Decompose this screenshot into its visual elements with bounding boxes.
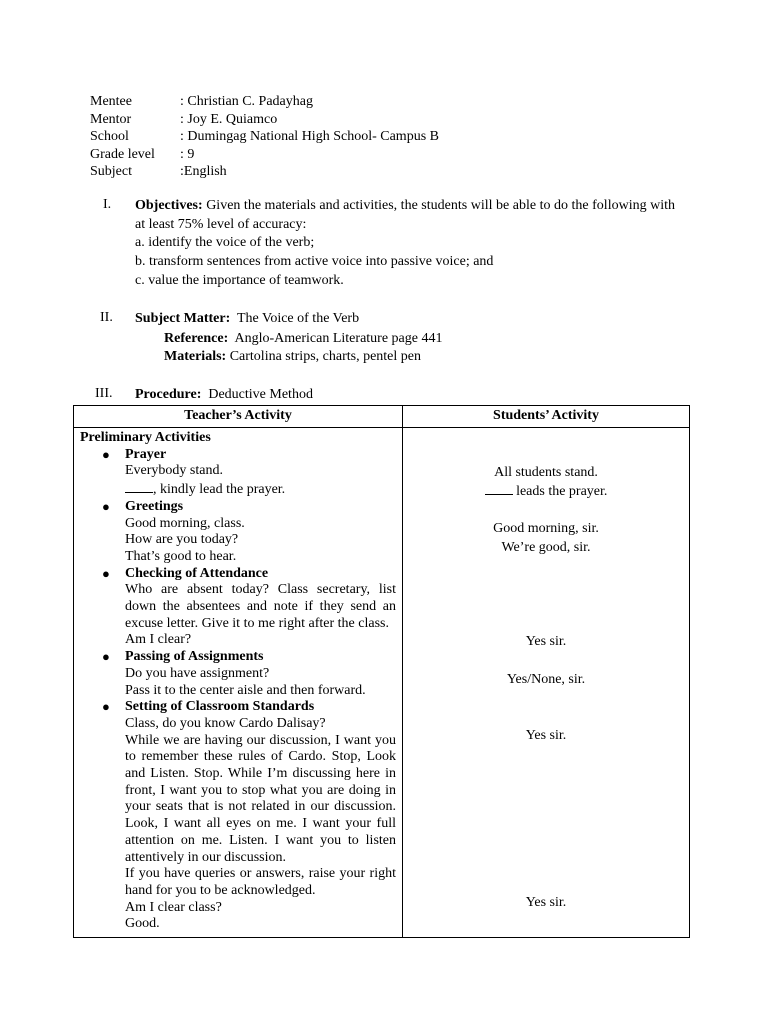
- grade-label: Grade level: [90, 146, 155, 162]
- bullet-icon: ●: [102, 565, 110, 581]
- greetings-line: Good morning, class.: [125, 515, 245, 531]
- attendance-question: Am I clear?: [125, 632, 192, 648]
- objective-item: c. value the importance of teamwork.: [135, 272, 344, 288]
- prayer-line: , kindly lead the prayer.: [153, 482, 286, 498]
- prayer-item: [80, 447, 396, 499]
- standards-text: While we are having our discussion, I want you to remember these rules of Cardo. Stop, Look and Listen. Stop. While I’m discussing here in front, I want you to stop what you are doing in your seats that is not related in our discussion. Look, I want all eyes on me. I want your full attention on me. Listen. I want you to listen attentively in our discussion.: [125, 732, 396, 865]
- student-response: Yes sir.: [525, 895, 567, 910]
- greetings-title: Greetings: [125, 498, 184, 514]
- subject-value: :English: [180, 164, 227, 180]
- prayer-title: Prayer: [125, 446, 167, 462]
- mentee-value: : Christian C. Padayhag: [180, 94, 313, 109]
- materials: [164, 348, 421, 367]
- assignments-title: Passing of Assignments: [125, 649, 264, 665]
- students-activity-header: Students’ Activity: [403, 406, 690, 428]
- standards-closing: Good.: [125, 916, 160, 932]
- procedure-label: Procedure:: [135, 387, 202, 402]
- lesson-header: [90, 93, 439, 181]
- standards-item: [80, 699, 396, 933]
- mentee-label: Mentee: [90, 94, 132, 109]
- materials-value: Cartolina strips, charts, pentel pen: [229, 349, 421, 364]
- subject-matter-label: Subject Matter:: [135, 311, 231, 326]
- school-label: School: [90, 129, 129, 145]
- mentor-value: : Joy E. Quiamco: [180, 111, 278, 127]
- name-blank: [125, 480, 153, 493]
- bullet-icon: ●: [102, 498, 110, 514]
- bullet-icon: ●: [102, 649, 110, 665]
- subject-matter-value: The Voice of the Verb: [237, 311, 360, 326]
- student-response: Yes sir.: [525, 634, 567, 649]
- materials-label: Materials:: [164, 349, 227, 364]
- greetings-item: [80, 499, 396, 566]
- procedure-value: Deductive Method: [208, 387, 313, 402]
- assignments-line: Do you have assignment?: [125, 665, 270, 681]
- assignments-line: Pass it to the center aisle and then forward.: [125, 682, 366, 698]
- standards-question: Class, do you know Cardo Dalisay?: [125, 715, 326, 731]
- objective-item: b. transform sentences from active voice into passive voice; and: [135, 254, 494, 270]
- student-response: We’re good, sir.: [501, 540, 591, 555]
- prayer-line: Everybody stand.: [125, 463, 223, 479]
- standards-closing: Am I clear class?: [125, 899, 222, 915]
- standards-text2: If you have queries or answers, raise your right hand for you to be acknowledged.: [125, 866, 396, 898]
- teacher-activity-header: Teacher’s Activity: [74, 406, 403, 428]
- mentor-label: Mentor: [90, 111, 132, 127]
- name-blank: [485, 482, 513, 495]
- bullet-icon: ●: [102, 446, 110, 462]
- objectives-label: Objectives:: [135, 198, 203, 213]
- attendance-text: Who are absent today? Class secretary, list down the absentees and note if they send an excuse letter. Give it to me right after the class.: [125, 582, 396, 631]
- grade-value: : 9: [180, 146, 195, 162]
- subject-matter-number: II.: [100, 310, 113, 325]
- student-response: Yes sir.: [525, 728, 567, 743]
- procedure-number: III.: [95, 386, 113, 401]
- teacher-activity-cell: [74, 428, 403, 938]
- students-activity-cell: [403, 428, 690, 938]
- student-response: All students stand.: [494, 465, 598, 480]
- school-value: : Dumingag National High School- Campus B: [180, 129, 439, 145]
- objective-item: a. identify the voice of the verb;: [135, 235, 315, 251]
- procedure-table: [73, 405, 690, 938]
- reference-label: Reference:: [164, 331, 229, 346]
- reference: [164, 330, 442, 349]
- student-response-prayer: [403, 482, 689, 500]
- objectives-section: [135, 197, 675, 291]
- attendance-title: Checking of Attendance: [125, 565, 269, 581]
- objectives-intro: Given the materials and activities, the students will be able to do the following with at least 75% level of accuracy:: [135, 198, 676, 232]
- reference-value: Anglo-American Literature page 441: [234, 331, 443, 346]
- objectives-number: I.: [103, 197, 112, 212]
- procedure: [135, 386, 313, 405]
- student-response: Good morning, sir.: [493, 521, 599, 536]
- greetings-line: That’s good to hear.: [125, 548, 237, 564]
- standards-title: Setting of Classroom Standards: [125, 699, 315, 715]
- subject-matter: [135, 310, 359, 329]
- student-response-text: leads the prayer.: [516, 484, 608, 499]
- attendance-item: [80, 566, 396, 650]
- subject-label: Subject: [90, 164, 132, 180]
- preliminary-activities-title: Preliminary Activities: [80, 430, 211, 445]
- bullet-icon: ●: [102, 699, 110, 715]
- greetings-line: How are you today?: [125, 532, 239, 548]
- assignments-item: [80, 649, 396, 699]
- student-response: Yes/None, sir.: [506, 672, 586, 687]
